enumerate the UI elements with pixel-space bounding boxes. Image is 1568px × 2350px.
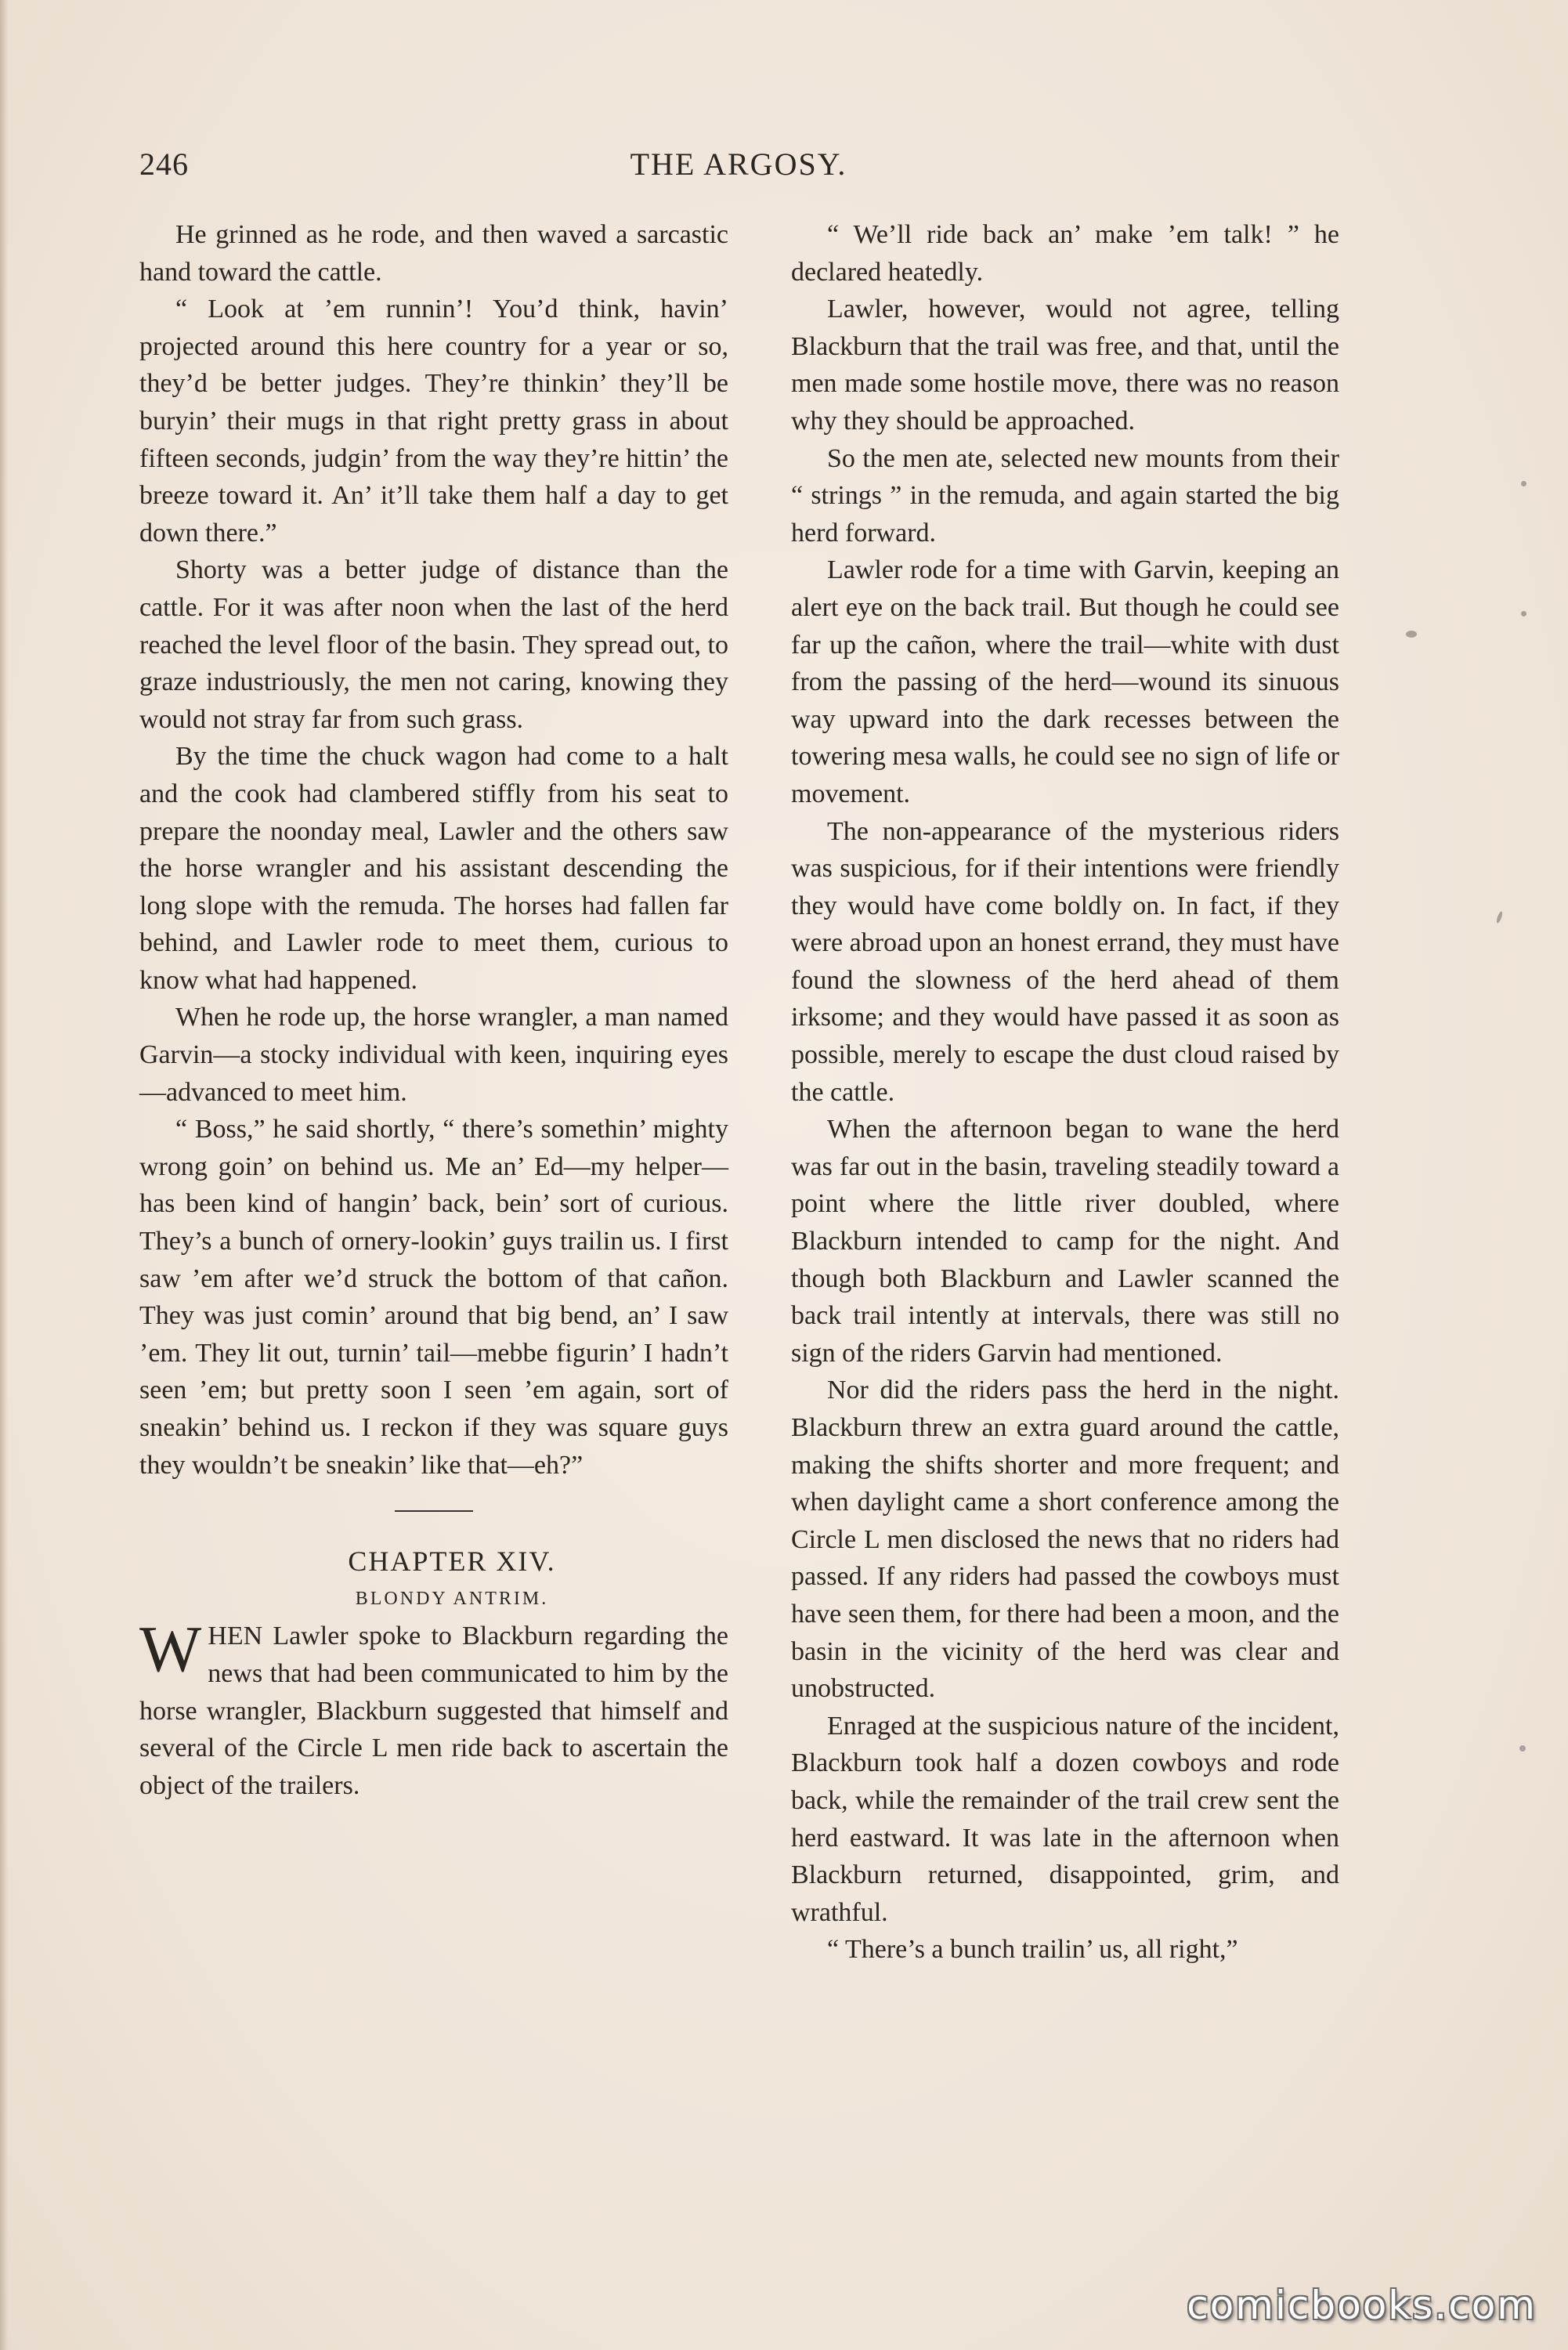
- running-title: THE ARGOSY.: [630, 146, 847, 182]
- watermark-logo: comicbooks.com: [1187, 2283, 1537, 2328]
- paragraph: So the men ate, selected new mounts from their “ strings ” in the remuda, and again started the big herd forward.: [791, 443, 1339, 548]
- paragraph: By the time the chuck wagon had come to a halt and the cook had clambered stiffly from his seat to prepare the noonday meal, Lawler and the others saw the horse wrangler and his assistant descending the long slope with the remuda. The horses had fallen far behind, and Lawler rode to meet them, curious to know what had happened.: [139, 742, 728, 995]
- drop-cap: W: [139, 1613, 202, 1687]
- paragraph: “ We’ll ride back an’ make ’em talk! ” he declared heatedly.: [791, 220, 1339, 287]
- left-column: [139, 216, 728, 1804]
- paper-speck: [1495, 911, 1503, 924]
- paragraph: “ There’s a bunch trailin’ us, all right,”: [827, 1935, 1238, 1965]
- paragraph: Enraged at the suspicious nature of the incident, Blackburn took half a dozen cowboys and rode back, while the remainder of the trail crew sent the herd eastward. It was late in the afternoon when Blackburn returned, disappointed, grim, and wrathful.: [791, 1711, 1339, 1927]
- chapter-subtitle: BLONDY ANTRIM.: [355, 1588, 549, 1609]
- page-edge-shadow: [0, 0, 8, 2350]
- chapter-heading: CHAPTER XIV.: [348, 1546, 556, 1578]
- paper-speck: [1521, 481, 1526, 486]
- section-divider: [395, 1510, 473, 1512]
- paper-speck: [1406, 631, 1417, 638]
- right-column: [791, 216, 1339, 1969]
- paragraph: “ Boss,” he said shortly, “ there’s somethin’ mighty wrong goin’ on behind us. Me an’ Ed—my helper—has been kind of hangin’ back, bein’ sort of curious. They’s a bunch of ornery-lookin’ guys trailin us. I first saw ’em after we’d struck the bottom of that cañon. They was just comin’ around that big bend, an’ I saw ’em. They lit out, turnin’ tail—mebbe figurin’ I hadn’t seen ’em; but pretty soon I seen ’em again, sort of sneakin’ behind us. I reckon if they was square guys they wouldn’t be sneakin’ like that—eh?”: [139, 1115, 728, 1480]
- paragraph: Shorty was a better judge of distance than the cattle. For it was after noon when the last of the herd reached the level floor of the basin. They spread out, to graze industriously, the men not caring, knowing they would not stray far from such grass.: [139, 555, 728, 734]
- paragraph: When the afternoon began to wane the herd was far out in the basin, traveling steadily toward a point where the little river doubled, where Blackburn intended to camp for the night. And though both Blackburn and Lawler scanned the back trail intently at intervals, there was still no sign of the riders Garvin had mentioned.: [791, 1115, 1339, 1368]
- paragraph: He grinned as he rode, and then waved a sarcastic hand toward the cattle.: [139, 220, 728, 287]
- chapter-opening-paragraph: [139, 1613, 728, 1804]
- paragraph: The non-appearance of the mysterious riders was suspicious, for if their intentions were friendly they would have come boldly on. In fact, if they were abroad upon an honest errand, they must have found the slowness of the herd ahead of them irksome; and they would have passed it as soon as possible, merely to escape the dust cloud raised by the cattle.: [791, 816, 1339, 1107]
- paragraph: “ Look at ’em runnin’! You’d think, havin’ projected around this here country for a year or so, they’d be better judges. They’re thinkin’ they’ll be buryin’ their mugs in that right pretty grass in about fifteen seconds, judgin’ from the way they’re hittin’ the breeze toward it. An’ it’ll take them half a day to get down there.”: [139, 295, 728, 548]
- paragraph: When he rode up, the horse wrangler, a man named Garvin—a stocky individual with keen, inquiring eyes—advanced to meet him.: [139, 1003, 728, 1107]
- paragraph: Lawler, however, would not agree, telling Blackburn that the trail was free, and that, until the men made some hostile move, there was no reason why they should be approached.: [791, 295, 1339, 436]
- chapter-opening-text: HEN Lawler spoke to Blackburn regarding the news that had been communicated to him by the horse wrangler, Blackburn suggested that himself and several of the Circle L men ride back to ascertain the object of the trailers.: [139, 1622, 728, 1800]
- paper-speck: [1519, 1745, 1526, 1752]
- paper-speck: [1521, 611, 1526, 616]
- page-number: 246: [139, 146, 189, 182]
- paragraph: Nor did the riders pass the herd in the night. Blackburn threw an extra guard around the cattle, making the shifts shorter and more frequent; and when daylight came a short conference among the Circle L men disclosed the news that no riders had passed. If any riders had passed the cowboys must have seen them, for there had been a moon, and the basin in the vicinity of the herd was clear and unobstructed.: [791, 1376, 1339, 1704]
- paragraph: Lawler rode for a time with Garvin, keeping an alert eye on the back trail. But though he could see far up the cañon, where the trail—white with dust from the passing of the herd—wound its sinuous way upward into the dark recesses between the towering mesa walls, he could see no sign of life or movement.: [791, 555, 1339, 808]
- page-header: [139, 146, 1338, 193]
